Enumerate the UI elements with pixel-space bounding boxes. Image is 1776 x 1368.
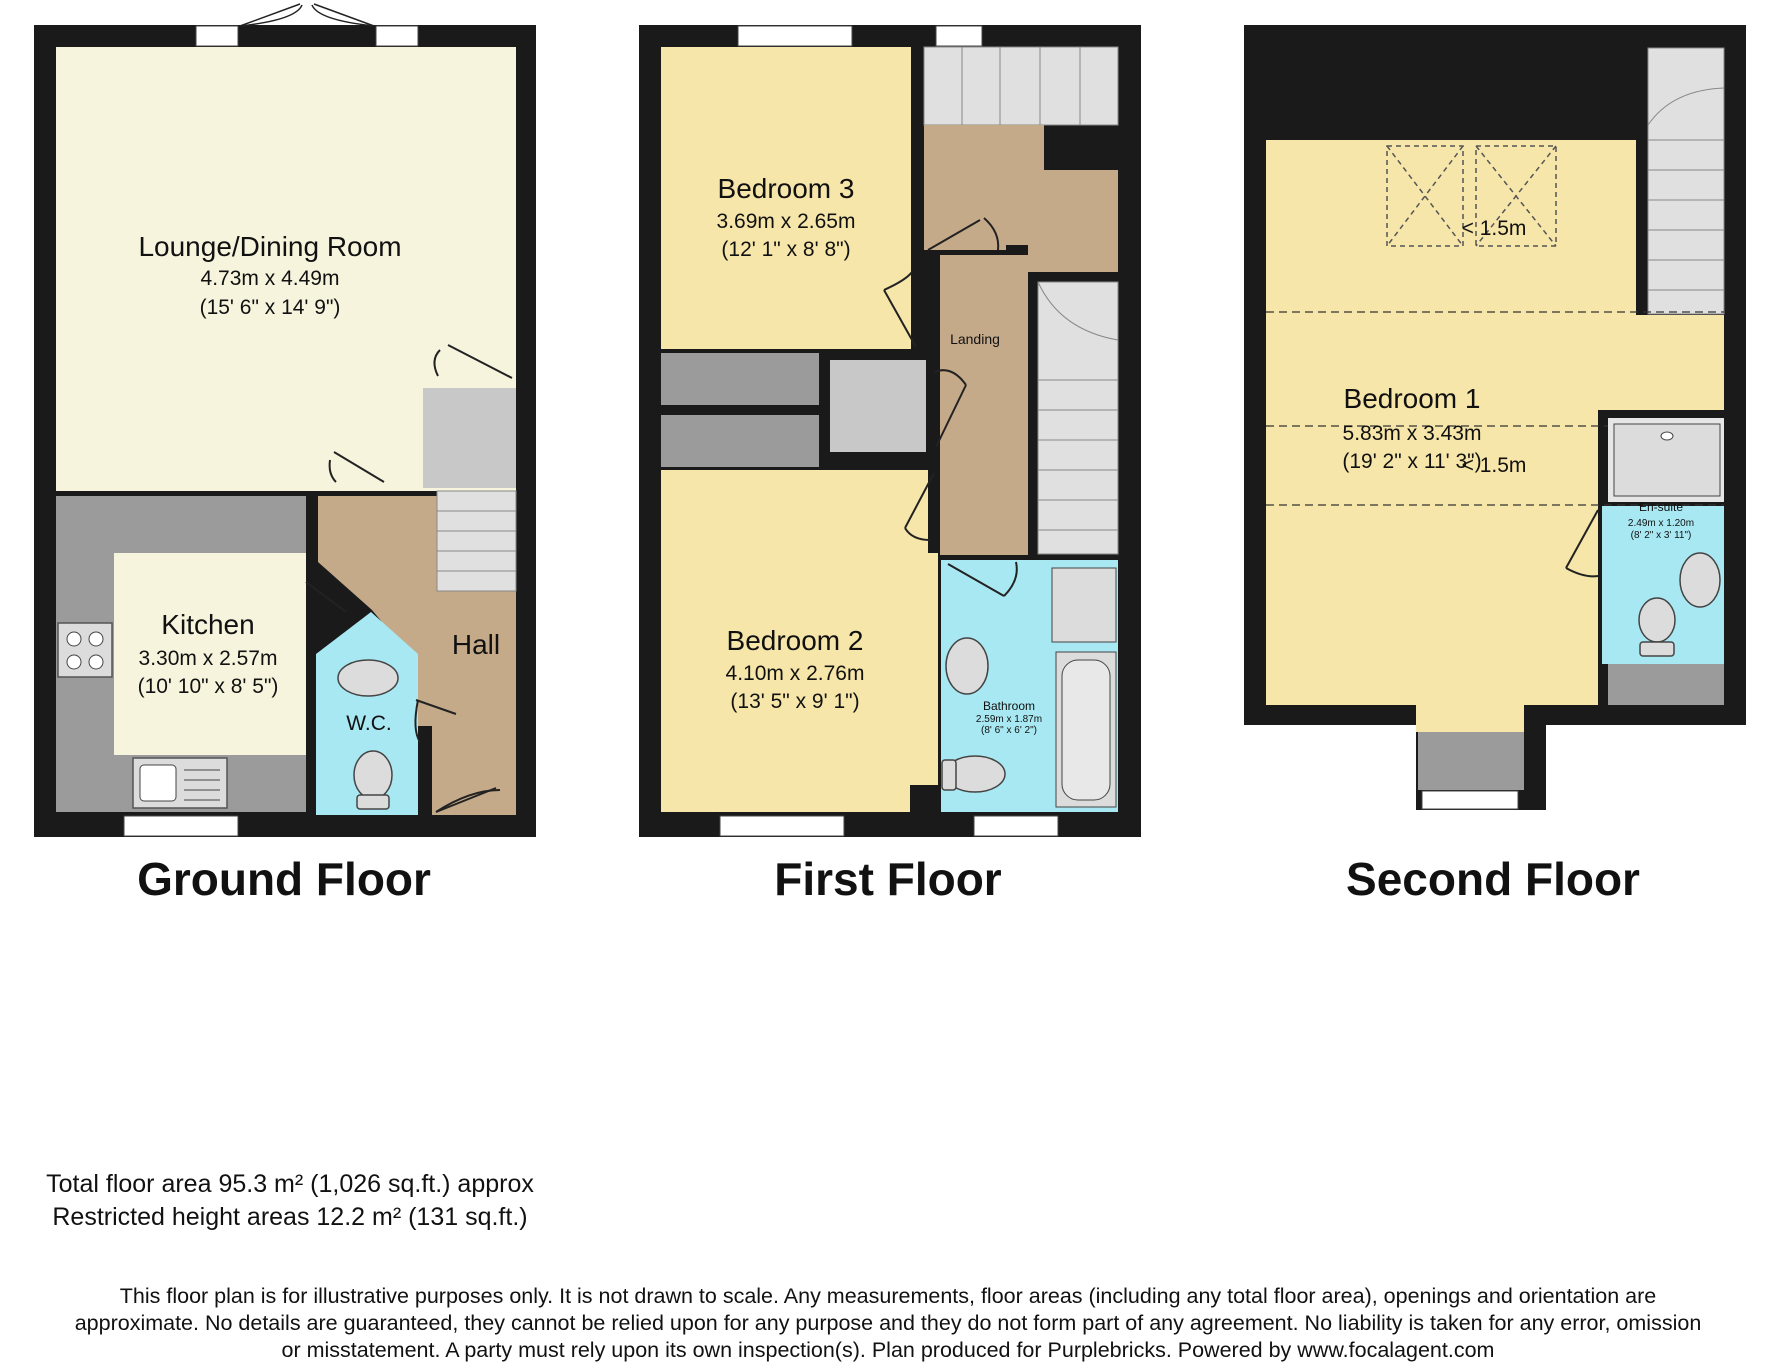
kitchen-metric: 3.30m x 2.57m [138, 647, 278, 670]
bedroom-1-metric: 5.83m x 3.43m [1342, 422, 1482, 445]
ground-floor-plan [34, 4, 536, 837]
restricted-height-area: Restricted height areas 12.2 m² (131 sq.ft.) [52, 1203, 528, 1231]
wc-name: W.C. [346, 712, 392, 735]
window-bedroom-3 [738, 26, 852, 46]
bedroom-3-name: Bedroom 3 [717, 173, 855, 204]
lounge-name: Lounge/Dining Room [138, 231, 402, 262]
first-stairs-top [924, 47, 1118, 125]
disclaimer-line-2: approximate. No details are guaranteed, they cannot be relied upon for any purpose and they do not form part of any agreement. No liability is taken for any error, omission [74, 1311, 1702, 1335]
bedroom-2-imperial: (13' 5" x 9' 1") [730, 690, 860, 713]
second-stairs [1648, 48, 1724, 314]
french-doors-icon [240, 4, 374, 26]
bathroom-toilet-icon [942, 756, 1005, 792]
landing-name: Landing [950, 331, 1000, 347]
disclaimer [0, 1283, 1776, 1364]
ensuite-name: En-suite [1638, 500, 1684, 514]
ensuite-unit [1608, 664, 1724, 705]
total-floor-area: Total floor area 95.3 m² (1,026 sq.ft.) approx [46, 1170, 534, 1198]
ground-stairs [437, 491, 516, 591]
kitchen-imperial: (10' 10" x 8' 5") [137, 675, 279, 698]
wardrobe-lower [661, 415, 819, 467]
first-floor-title: First Floor [774, 853, 1002, 905]
kitchen-name: Kitchen [161, 609, 255, 640]
ground-floor-title: Ground Floor [137, 853, 431, 905]
window-bedroom-1 [1422, 791, 1518, 809]
wardrobe-upper [661, 353, 819, 405]
wc-toilet-icon [354, 751, 392, 809]
landing-cupboard [830, 360, 926, 452]
window-lounge-right [376, 26, 418, 46]
first-stairs-side [1038, 282, 1118, 554]
window-lounge-left [196, 26, 238, 46]
bedroom-1-imperial: (19' 2" x 11' 3") [1342, 450, 1482, 473]
bedroom-2-metric: 4.10m x 2.76m [725, 662, 865, 685]
height-note-upper: < 1.5m [1461, 217, 1527, 240]
hob-icon [58, 623, 112, 677]
window-kitchen [124, 816, 238, 836]
disclaimer-line-3: or misstatement. A party must rely upon its own inspection(s). Plan produced for Purplebricks. Powered by www.focalagent.com [281, 1338, 1495, 1362]
ensuite-toilet-icon [1639, 598, 1675, 656]
bedroom-2-name: Bedroom 2 [726, 625, 864, 656]
wc-basin-icon [338, 660, 398, 696]
lounge-imperial: (15' 6" x 14' 9") [199, 296, 341, 319]
shower-tray-icon [1052, 568, 1116, 642]
first-floor-plan [639, 25, 1141, 837]
bathroom-imperial: (8' 6" x 6' 2") [981, 725, 1037, 736]
landing [940, 255, 1028, 555]
hall-name: Hall [451, 629, 501, 660]
window-bedroom-2 [720, 816, 844, 836]
disclaimer-line-1: This floor plan is for illustrative purposes only. It is not drawn to scale. Any measurements, floor areas (including any total floor area), openings and orientation are [119, 1284, 1657, 1308]
bathroom-metric: 2.59m x 1.87m [975, 714, 1043, 725]
bathroom-name: Bathroom [982, 699, 1036, 713]
ensuite-basin-icon [1680, 553, 1720, 607]
bedroom-3-metric: 3.69m x 2.65m [716, 210, 856, 233]
bay-window-recess [1418, 732, 1524, 790]
lounge-metric: 4.73m x 4.49m [200, 267, 340, 290]
second-floor-plan [1244, 25, 1746, 810]
window-stairs [936, 26, 982, 46]
bedroom-1-name: Bedroom 1 [1343, 383, 1481, 414]
lounge-cupboard [423, 388, 516, 488]
second-floor-title: Second Floor [1346, 853, 1640, 905]
bathroom-basin-icon [946, 638, 988, 694]
bedroom-3-imperial: (12' 1" x 8' 8") [721, 238, 851, 261]
sink-icon [133, 758, 227, 808]
ensuite-metric: 2.49m x 1.20m [1627, 518, 1695, 529]
height-note-lower: < 1.5m [1461, 454, 1527, 477]
window-bathroom [974, 816, 1058, 836]
ensuite-imperial: (8' 2" x 3' 11") [1630, 530, 1692, 541]
area-summary [0, 1168, 580, 1234]
